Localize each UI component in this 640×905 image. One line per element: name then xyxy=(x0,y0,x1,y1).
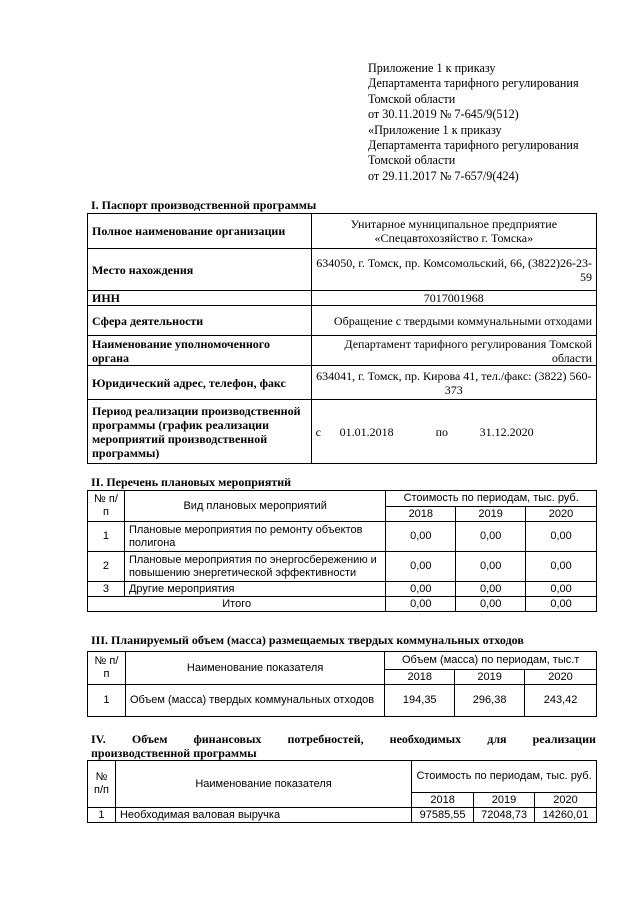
row-name: Необходимая валовая выручка xyxy=(115,808,411,823)
year-header: 2018 xyxy=(412,793,474,808)
title-word: для xyxy=(487,732,507,746)
total-label: Итого xyxy=(88,597,386,612)
section1-title: I. Паспорт производственной программы xyxy=(91,198,317,212)
row-label: Период реализации производственной программы (график реализации мероприятий производственной программы) xyxy=(88,400,312,464)
row-value: 243,42 xyxy=(525,685,597,717)
header-line: Томской области xyxy=(368,91,456,106)
row-name: Другие мероприятия xyxy=(124,582,385,597)
table-row xyxy=(88,249,597,291)
total-row xyxy=(88,597,597,612)
period-to-word: по xyxy=(435,424,449,439)
table-row xyxy=(88,685,597,717)
row-label: Сфера деятельности xyxy=(88,306,312,336)
title-word: потребностей, xyxy=(287,732,364,746)
table-header-row xyxy=(88,652,597,670)
volume-table xyxy=(87,651,597,717)
col-cost-header: Стоимость по периодам, тыс. руб. xyxy=(386,491,597,507)
table-row xyxy=(88,522,597,552)
row-label: Наименование уполномоченного органа xyxy=(88,336,312,366)
row-value: 72048,73 xyxy=(474,808,535,823)
period-value xyxy=(311,400,596,464)
header-line: Томской области xyxy=(368,153,456,168)
header-line: «Приложение 1 к приказу xyxy=(368,122,502,137)
header-line: от 29.11.2017 № 7-657/9(424) xyxy=(368,168,519,183)
total-value: 0,00 xyxy=(456,597,526,612)
row-value: Унитарное муниципальное предприятие «Спецавтохозяйство г. Томска» xyxy=(311,214,596,249)
section3-title: III. Планируемый объем (масса) размещаемых твердых коммунальных отходов xyxy=(91,633,524,647)
table-row xyxy=(88,306,597,336)
period-from-word: с xyxy=(315,424,321,439)
row-label: Юридический адрес, телефон, факс xyxy=(88,366,312,400)
row-label: Полное наименование организации xyxy=(88,214,312,249)
table-row xyxy=(88,552,597,582)
row-value: 0,00 xyxy=(386,582,456,597)
row-num: 1 xyxy=(88,522,125,552)
measures-table xyxy=(87,490,597,612)
row-value: 0,00 xyxy=(526,552,597,582)
finance-table xyxy=(87,760,597,823)
row-value: Департамент тарифного регулирования Томской области xyxy=(311,336,596,366)
col-name-header: Вид плановых мероприятий xyxy=(124,491,385,522)
header-line: Департамента тарифного регулирования xyxy=(368,138,579,153)
row-label: ИНН xyxy=(88,291,312,306)
table-header-row xyxy=(88,761,597,793)
year-header: 2018 xyxy=(386,507,456,522)
row-value: 14260,01 xyxy=(535,808,597,823)
row-value: 0,00 xyxy=(526,522,597,552)
col-volume-header: Объем (масса) по периодам, тыс.т xyxy=(385,652,597,670)
row-num: 3 xyxy=(88,582,125,597)
row-value: 634041, г. Томск, пр. Кирова 41, тел./факс: (3822) 560-373 xyxy=(311,366,596,400)
col-cost-header: Стоимость по периодам, тыс. руб. xyxy=(412,761,597,793)
title-word: Объем xyxy=(131,732,168,746)
table-row xyxy=(88,400,597,464)
total-value: 0,00 xyxy=(386,597,456,612)
row-name: Плановые мероприятия по энергосбережению и повышению энергетической эффективности xyxy=(124,552,385,582)
row-value: 0,00 xyxy=(456,582,526,597)
col-name-header: Наименование показателя xyxy=(115,761,411,808)
row-num: 2 xyxy=(88,552,125,582)
total-value: 0,00 xyxy=(526,597,597,612)
year-header: 2020 xyxy=(535,793,597,808)
row-num: 1 xyxy=(88,685,126,717)
row-value: 0,00 xyxy=(526,582,597,597)
row-value: 97585,55 xyxy=(412,808,474,823)
header-line: Приложение 1 к приказу xyxy=(368,61,496,75)
year-header: 2019 xyxy=(455,670,525,685)
col-num-header: № п/п xyxy=(88,652,126,685)
row-value: 194,35 xyxy=(385,685,455,717)
period-to-date: 31.12.2020 xyxy=(479,424,534,439)
title-word: необходимых xyxy=(389,732,462,746)
title-word: IV. xyxy=(91,732,106,746)
col-num-header: № п/п xyxy=(88,491,125,522)
row-value: 0,00 xyxy=(456,552,526,582)
table-row xyxy=(88,366,597,400)
table-row xyxy=(88,214,597,249)
period-from-date: 01.01.2018 xyxy=(339,424,394,439)
row-name: Плановые мероприятия по ремонту объектов полигона xyxy=(124,522,385,552)
row-value: Обращение с твердыми коммунальными отходами xyxy=(311,306,596,336)
year-header: 2020 xyxy=(525,670,597,685)
col-num-header: № п/п xyxy=(88,761,116,808)
title-word: реализации xyxy=(532,732,596,746)
table-row xyxy=(88,291,597,306)
year-header: 2019 xyxy=(456,507,526,522)
row-value: 0,00 xyxy=(456,522,526,552)
table-row xyxy=(88,336,597,366)
row-value: 0,00 xyxy=(386,522,456,552)
row-num: 1 xyxy=(88,808,116,823)
year-header: 2018 xyxy=(385,670,455,685)
row-value: 0,00 xyxy=(386,552,456,582)
year-header: 2020 xyxy=(526,507,597,522)
row-name: Объем (масса) твердых коммунальных отходов xyxy=(125,685,384,717)
header-line: от 30.11.2019 № 7-645/9(512) xyxy=(368,107,519,122)
col-name-header: Наименование показателя xyxy=(125,652,384,685)
title-word: финансовых xyxy=(193,732,262,746)
order-header xyxy=(368,61,579,184)
year-header: 2019 xyxy=(474,793,535,808)
header-line: Департамента тарифного регулирования xyxy=(368,76,579,91)
table-header-row xyxy=(88,491,597,507)
row-label: Место нахождения xyxy=(88,249,312,291)
row-value: 634050, г. Томск, пр. Комсомольский, 66, (3822)26-23-59 xyxy=(311,249,596,291)
passport-table xyxy=(87,213,597,464)
section4-title xyxy=(91,732,596,760)
title-line2: производственной программы xyxy=(91,746,257,760)
row-value: 7017001968 xyxy=(311,291,596,306)
row-value: 296,38 xyxy=(455,685,525,717)
table-row xyxy=(88,808,597,823)
table-row xyxy=(88,582,597,597)
section2-title: II. Перечень плановых мероприятий xyxy=(91,475,292,489)
